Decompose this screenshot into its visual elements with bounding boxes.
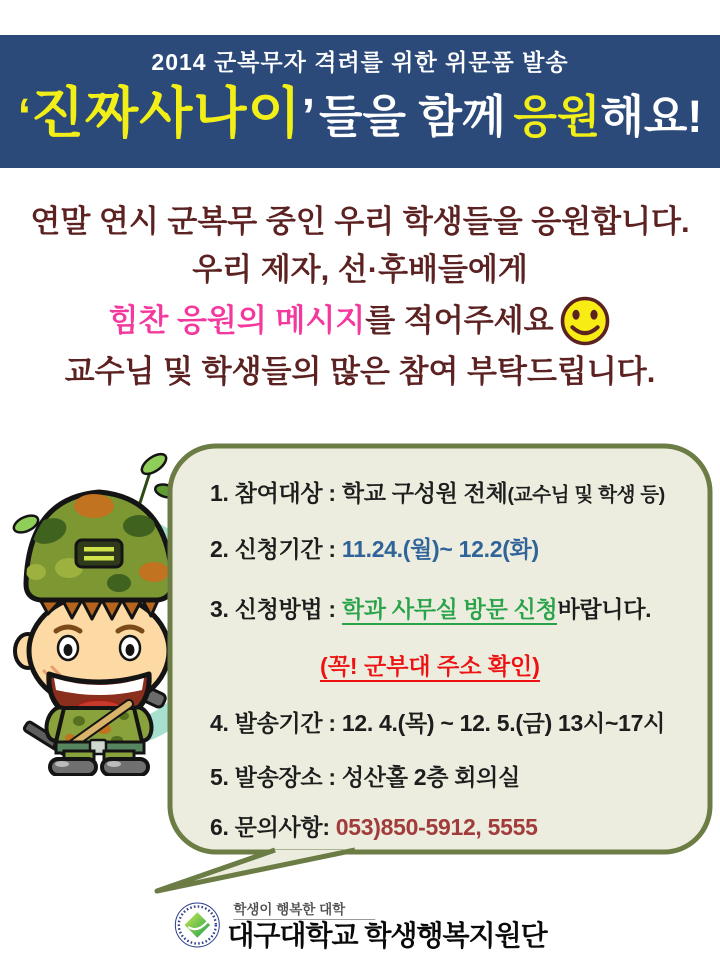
notice-item-1 [210, 475, 665, 508]
title-highlight: 진짜사나이 [31, 82, 302, 144]
rank-patch [76, 540, 122, 567]
header-band [0, 35, 720, 168]
header-subtitle: 2014 군복무자 격려를 위한 위문품 발송 [151, 49, 569, 75]
item-3-suffix: 바랍니다. [557, 596, 652, 622]
item-2-value: 11.24.(월)~ 12.2(화) [341, 536, 539, 562]
item-6-label: 6. 문의사항: [210, 814, 336, 840]
item-1-label: 1. 참여대상 : 학교 구성원 전체 [210, 480, 508, 506]
title-end: 해요! [600, 91, 703, 142]
logo-tagline: 학생이 행복한 대학 [233, 898, 375, 920]
title-close-quote: ’ [301, 90, 316, 143]
smiley-icon [558, 294, 612, 348]
notice-speech-bubble [145, 443, 713, 898]
intro-highlight: 힘찬 응원의 메시지 [108, 303, 366, 338]
item-2-label: 2. 신청기간 : [210, 536, 342, 562]
intro-line-3 [0, 294, 720, 348]
intro-paragraph [0, 198, 720, 396]
notice-item-5 [210, 759, 520, 792]
item-3-label: 3. 신청방법 : [210, 596, 342, 622]
intro-line-1: 연말 연시 군복무 중인 우리 학생들을 응원합니다. [30, 204, 690, 239]
title-mid: 들을 함께 [319, 91, 506, 142]
intro-line-3-rest: 를 적어주세요 [365, 303, 554, 338]
intro-line-2: 우리 제자, 선·후배들에게 [192, 252, 528, 287]
university-emblem-icon [173, 901, 221, 949]
logo-text-block [227, 898, 546, 952]
item-3-note-text: (꼭! 군부대 주소 확인) [320, 653, 540, 682]
notice-item-6 [210, 809, 538, 842]
notice-item-3 [210, 591, 651, 624]
item-5-label: 5. 발송장소 : 성산홀 2층 회의실 [210, 764, 520, 790]
title-open-quote: ‘ [17, 90, 32, 143]
item-1-paren: (교수님 및 학생 등) [507, 484, 665, 506]
university-logo [173, 898, 546, 952]
item-3-value: 학과 사무실 방문 신청 [342, 596, 558, 625]
notice-item-4 [210, 705, 665, 738]
intro-line-4: 교수님 및 학생들의 많은 참여 부탁드립니다. [64, 354, 656, 389]
item-6-value: 053)850-5912, 5555 [335, 814, 538, 840]
notice-item-3-note [210, 648, 650, 681]
notice-item-2 [210, 531, 539, 564]
title-accent: 응원 [513, 91, 601, 142]
logo-org-name: 대구대학교 학생행복지원단 [227, 920, 547, 951]
header-title [0, 80, 720, 161]
item-4-label: 4. 발송기간 : 12. 4.(목) ~ 12. 5.(금) 13시~17시 [210, 710, 665, 736]
